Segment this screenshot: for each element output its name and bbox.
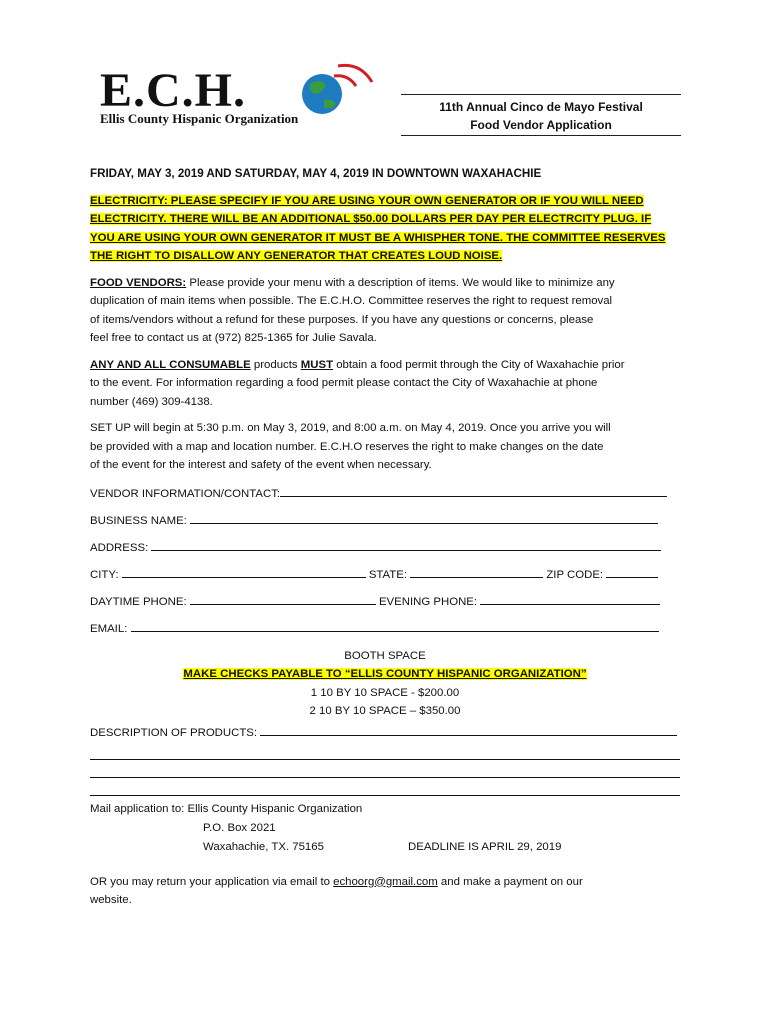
description-row [90,723,680,742]
consumable-line-2: to the event. For information regarding a food permit please contact the City of Waxahachie at phone [90,377,598,389]
food-vendors-line-2: duplication of main items when possible. The E.C.H.O. Committee reserves the right to request removal [90,295,613,307]
setup-section [90,419,680,475]
description-label: DESCRIPTION OF PRODUCTS: [90,726,261,739]
booth-option-1: 1 10 BY 10 SPACE - $200.00 [310,686,460,699]
setup-line-1: SET UP will begin at 5:30 p.m. on May 3, 2019, and 8:00 a.m. on May 4, 2019. Once you arrive you will [90,422,611,434]
return-line-2: website. [90,894,132,906]
deadline: DEADLINE IS APRIL 29, 2019 [408,840,562,853]
food-vendors-line-3: of items/vendors without a refund for these purposes. If you have any questions or concerns, please [90,313,594,326]
echo-logo [96,60,386,132]
booth-option-2: 2 10 BY 10 SPACE – $350.00 [309,705,461,717]
city-field[interactable] [122,565,366,578]
globe-icon [302,74,342,114]
phone-row [90,589,680,616]
festival-title: 11th Annual Cinco de Mayo Festival [439,100,643,114]
booth-section [90,647,680,721]
contact-fields [90,481,680,643]
daytime-phone-label: DAYTIME PHONE: [90,595,190,608]
food-vendors-line-4: feel free to contact us at (972) 825-1365 for Julie Savala. [90,332,377,344]
email-link[interactable]: echoorg@gmail.com [333,875,438,888]
return-section [90,873,680,910]
food-vendors-line-1: Please provide your menu with a description of items. We would like to minimize any [186,276,615,289]
dates-line: FRIDAY, MAY 3, 2019 AND SATURDAY, MAY 4, 2019 IN DOWNTOWN WAXAHACHIE [90,167,542,180]
food-vendors-label: FOOD VENDORS: [90,276,187,289]
address-label: ADDRESS: [90,541,152,554]
wave-2 [338,65,372,82]
return-after: and make a payment on our [437,875,583,888]
logo-big-text: E.C.H. [100,64,247,117]
zip-label: ZIP CODE: [543,568,607,581]
description-section [90,723,680,796]
email-row [90,616,680,643]
booth-title: BOOTH SPACE [344,649,426,662]
mail-label: Mail application to: Ellis County Hispanic Organization [90,802,363,815]
signal-waves-icon [334,65,372,86]
electricity-line-4: THE RIGHT TO DISALLOW ANY GENERATOR THAT CREATES LOUD NOISE. [90,250,503,262]
return-before: OR you may return your application via email to [90,875,334,888]
setup-line-2: be provided with a map and location number. E.C.H.O reserves the right to make changes on the date [90,440,604,453]
description-line-4[interactable] [90,778,680,796]
description-field[interactable] [260,723,677,736]
must-label: MUST [300,358,334,371]
food-vendors-section [90,274,680,348]
state-label: STATE: [365,568,411,581]
description-line-2[interactable] [90,742,680,760]
evening-phone-field[interactable] [480,592,660,605]
business-name-label: BUSINESS NAME: [90,514,191,527]
description-line-3[interactable] [90,760,680,778]
consumable-mid: products [250,358,301,371]
mail-po-box: P.O. Box 2021 [203,821,276,834]
business-name-field[interactable] [190,511,658,524]
application-body [90,165,680,910]
logo-org-name: Ellis County Hispanic Organization [100,111,299,126]
mail-city-row [90,838,680,857]
consumable-line-1: obtain a food permit through the City of Waxahachie prior [333,358,625,371]
application-title: Food Vendor Application [470,118,612,132]
email-field[interactable] [131,619,659,632]
mail-city: Waxahachie, TX. 75165 [203,840,324,853]
evening-phone-label: EVENING PHONE: [375,595,481,608]
vendor-contact-label: VENDOR INFORMATION/CONTACT: [90,487,281,500]
address-field[interactable] [151,538,661,551]
electricity-line-1: ELECTRICITY: PLEASE SPECIFY IF YOU ARE USING YOUR OWN GENERATOR OR IF YOU WILL NEED [90,194,644,207]
vendor-contact-row [90,481,680,508]
globe-circle [302,74,342,114]
electricity-line-3: YOU ARE USING YOUR OWN GENERATOR IT MUST BE A WHISPHER TONE. THE COMMITTEE RESERVES [90,231,666,244]
business-name-row [90,508,680,535]
electricity-notice [90,192,680,266]
city-state-zip-row [90,562,680,589]
consumable-section [90,356,680,412]
daytime-phone-field[interactable] [190,592,376,605]
mail-section [90,800,680,857]
address-row [90,535,680,562]
checks-payable: MAKE CHECKS PAYABLE TO “ELLIS COUNTY HISPANIC ORGANIZATION” [183,668,587,680]
consumable-line-3: number (469) 309-4138. [90,395,213,408]
zip-field[interactable] [606,565,658,578]
city-label: CITY: [90,568,122,581]
application-header [401,94,681,136]
setup-line-3: of the event for the interest and safety of the event when necessary. [90,459,432,471]
consumable-label: ANY AND ALL CONSUMABLE [90,358,251,371]
state-field[interactable] [410,565,543,578]
email-label: EMAIL: [90,622,131,635]
vendor-contact-field[interactable] [280,484,667,497]
electricity-line-2: ELECTRICITY. THERE WILL BE AN ADDITIONAL $50.00 DOLLARS PER DAY PER ELECTRCITY PLUG. IF [90,213,652,225]
